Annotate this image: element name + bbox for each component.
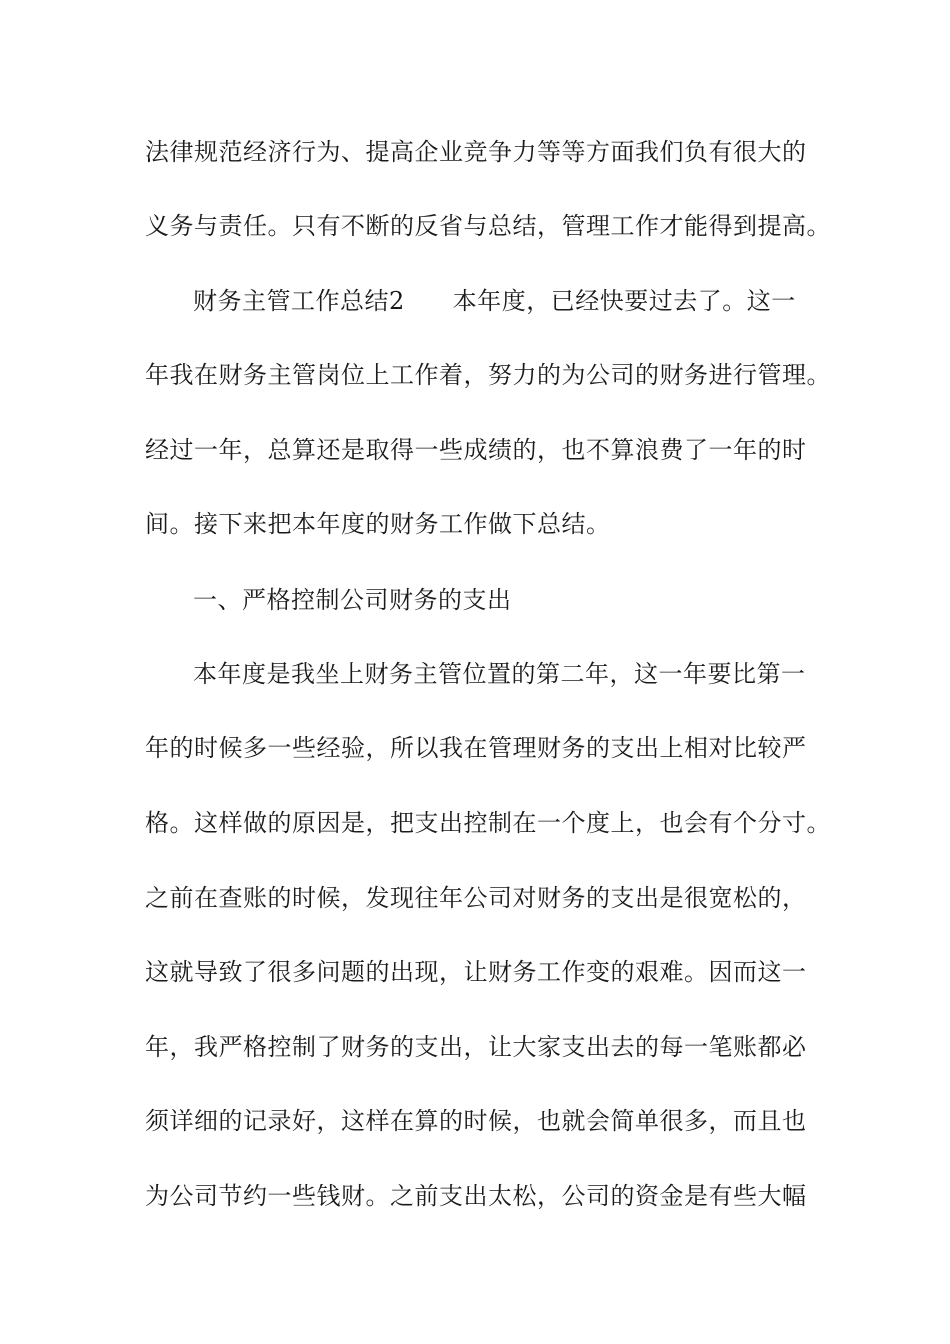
paragraph-line: 为公司节约一些钱财。之前支出太松，公司的资金是有些大幅 xyxy=(145,1182,807,1210)
paragraph-line: 之前在查账的时候，发现往年公司对财务的支出是很宽松的， xyxy=(145,884,807,912)
paragraph-line: 年的时候多一些经验，所以我在管理财务的支出上相对比较严 xyxy=(145,734,807,762)
paragraph-line: 格。这样做的原因是，把支出控制在一个度上，也会有个分寸。 xyxy=(145,809,831,837)
paragraph-line: 义务与责任。只有不断的反省与总结，管理工作才能得到提高。 xyxy=(145,212,831,240)
section-title: 财务主管工作总结2 xyxy=(193,287,405,315)
paragraph-text: 本年度，已经快要过去了。这一 xyxy=(452,287,796,315)
paragraph-line: 经过一年，总算还是取得一些成绩的，也不算浪费了一年的时 xyxy=(145,436,807,464)
paragraph-line: 本年度是我坐上财务主管位置的第二年，这一年要比第一 xyxy=(193,660,806,688)
paragraph-line: 这就导致了很多问题的出现，让财务工作变的艰难。因而这一 xyxy=(145,958,807,986)
paragraph-line: 年我在财务主管岗位上工作着，努力的为公司的财务进行管理。 xyxy=(145,361,831,389)
section-heading-line xyxy=(193,286,873,316)
paragraph-line: 年，我严格控制了财务的支出，让大家支出去的每一笔账都必 xyxy=(145,1033,807,1061)
paragraph-line: 间。接下来把本年度的财务工作做下总结。 xyxy=(145,510,611,538)
paragraph-line: 须详细的记录好，这样在算的时候，也就会简单很多，而且也 xyxy=(145,1107,807,1135)
paragraph-line: 法律规范经济行为、提高企业竞争力等等方面我们负有很大的 xyxy=(145,138,807,166)
subsection-heading: 一、严格控制公司财务的支出 xyxy=(193,586,512,614)
